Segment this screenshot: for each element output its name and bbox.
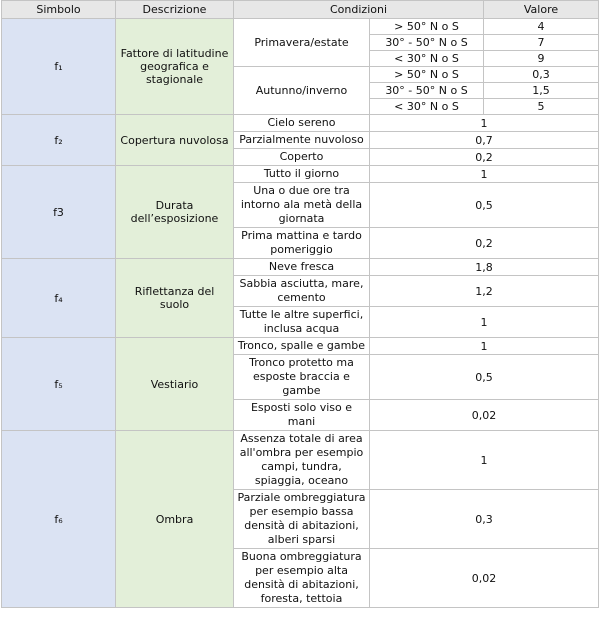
value-cell: 0,7 xyxy=(370,132,599,149)
condition-cell: Assenza totale di area all'ombra per esempio campi, tundra, spiaggia, oceano xyxy=(234,431,370,490)
condition-cell: Tutto il giorno xyxy=(234,166,370,183)
value-cell: 1 xyxy=(370,115,599,132)
value-cell: 0,5 xyxy=(370,183,599,228)
value-cell: 1,5 xyxy=(484,83,599,99)
value-cell: 9 xyxy=(484,51,599,67)
value-cell: 5 xyxy=(484,99,599,115)
condition-cell: Esposti solo viso e mani xyxy=(234,400,370,431)
table-row xyxy=(2,166,599,183)
value-cell: 4 xyxy=(484,19,599,35)
description-cell: Vestiario xyxy=(116,338,234,431)
header-condizioni: Condizioni xyxy=(234,1,484,19)
latitude-cell: 30° - 50° N o S xyxy=(370,35,484,51)
condition-cell: Neve fresca xyxy=(234,259,370,276)
symbol-cell: f3 xyxy=(2,166,116,259)
table-row xyxy=(2,115,599,132)
symbol-cell: f₁ xyxy=(2,19,116,115)
latitude-cell: < 30° N o S xyxy=(370,99,484,115)
condition-cell: Tronco protetto ma esposte braccia e gambe xyxy=(234,355,370,400)
symbol-cell: f₅ xyxy=(2,338,116,431)
description-cell: Riflettanza del suolo xyxy=(116,259,234,338)
value-cell: 0,5 xyxy=(370,355,599,400)
description-cell: Durata dell’esposizione xyxy=(116,166,234,259)
description-cell: Fattore di latitudine geografica e stagionale xyxy=(116,19,234,115)
condition-cell: Buona ombreggiatura per esempio alta densità di abitazioni, foresta, tettoia xyxy=(234,549,370,608)
value-cell: 1,8 xyxy=(370,259,599,276)
header-valore: Valore xyxy=(484,1,599,19)
value-cell: 0,3 xyxy=(484,67,599,83)
table-row xyxy=(2,338,599,355)
condition-cell: Tutte le altre superfici, inclusa acqua xyxy=(234,307,370,338)
value-cell: 1,2 xyxy=(370,276,599,307)
header-descrizione: Descrizione xyxy=(116,1,234,19)
value-cell: 1 xyxy=(370,338,599,355)
condition-cell: Coperto xyxy=(234,149,370,166)
value-cell: 1 xyxy=(370,307,599,338)
value-cell: 1 xyxy=(370,166,599,183)
value-cell: 7 xyxy=(484,35,599,51)
value-cell: 0,2 xyxy=(370,228,599,259)
description-cell: Ombra xyxy=(116,431,234,608)
header-simbolo: Simbolo xyxy=(2,1,116,19)
condition-cell: Tronco, spalle e gambe xyxy=(234,338,370,355)
condition-cell: Una o due ore tra intorno ala metà della giornata xyxy=(234,183,370,228)
latitude-cell: > 50° N o S xyxy=(370,67,484,83)
value-cell: 0,3 xyxy=(370,490,599,549)
condition-cell: Parzialmente nuvoloso xyxy=(234,132,370,149)
latitude-cell: > 50° N o S xyxy=(370,19,484,35)
factors-table xyxy=(1,0,599,608)
value-cell: 0,02 xyxy=(370,549,599,608)
condition-cell: Prima mattina e tardo pomeriggio xyxy=(234,228,370,259)
symbol-cell: f₄ xyxy=(2,259,116,338)
factor-rows xyxy=(2,115,599,608)
symbol-cell: f₆ xyxy=(2,431,116,608)
table-row xyxy=(2,19,599,35)
value-cell: 0,2 xyxy=(370,149,599,166)
description-cell: Copertura nuvolosa xyxy=(116,115,234,166)
season-cell: Primavera/estate xyxy=(234,19,370,67)
value-cell: 1 xyxy=(370,431,599,490)
table-row xyxy=(2,431,599,490)
table-row xyxy=(2,259,599,276)
value-cell: 0,02 xyxy=(370,400,599,431)
symbol-cell: f₂ xyxy=(2,115,116,166)
header-row xyxy=(2,1,599,19)
season-cell: Autunno/inverno xyxy=(234,67,370,115)
latitude-cell: 30° - 50° N o S xyxy=(370,83,484,99)
latitude-cell: < 30° N o S xyxy=(370,51,484,67)
condition-cell: Cielo sereno xyxy=(234,115,370,132)
condition-cell: Sabbia asciutta, mare, cemento xyxy=(234,276,370,307)
condition-cell: Parziale ombreggiatura per esempio bassa densità di abitazioni, alberi sparsi xyxy=(234,490,370,549)
